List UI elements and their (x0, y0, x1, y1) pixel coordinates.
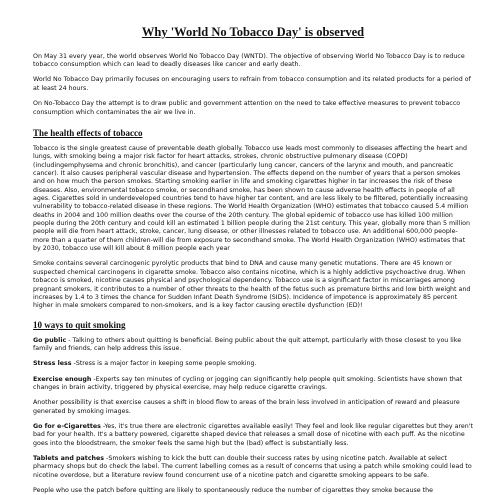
quit-item-text: -Experts say ten minutes of cycling or jogging can significantly help people quit smoking. Scientists have shown that changes in brain activity, triggered by physical exercise, may help reduce cigarette cravings. (33, 375, 463, 391)
quit-item-text: - Talking to others about quitting Is beneficial. Being public about the quit attempt, particularly with those closest to you like family and friends, can help address this issue. (33, 336, 462, 352)
section-heading-quit: 10 ways to quit smoking (33, 319, 126, 330)
health-paragraph: Smoke contains several carcinogenic pyrolytic products that bind to DNA and cause many genetic mutations. There are 45 known or suspected chemical carcinogens in cigarette smoke. Tobacco also contains nicotine, which is a highly addictive psychoactive drug. When tobacco is smoked, nicotine causes physical and psychological dependency. Tobacco use is a significant factor in miscarriages among pregnant smokers, it contributes to a number of other threats to the health of the fetus such as premature births and low birth weight and increases by 1.4 to 3 times the chance for Sudden Infant Death Syndrome (SIDS). Incidence of impotence is approximately 85 percent higher in male smokers compared to non-smokers, and is a key factor causing erectile dysfunction (ED)! (33, 260, 471, 310)
quit-item-term: Go for e-Cigarettes (33, 423, 101, 431)
quit-item-term: Stress less (33, 360, 72, 368)
quit-item (33, 376, 473, 393)
intro-paragraph: On May 31 every year, the world observes World No Tobacco Day (WNTD). The objective of observing World No Tobacco Day is to reduce tobacco consumption which can lead to deadly diseases like cancer and early death. (33, 52, 465, 69)
quit-item-text: -Smokers wishing to kick the butt can double their success rates by using nicotine patch. Available at select pharmacy shops but do check the label. The current labelling comes as a result of concerns that using a patch while smoking could lead to nicotine overdose, but a literature review found concurrent use of a nicotine patch and cigarette smoking appears to be safe. (33, 455, 472, 479)
quit-item (33, 423, 473, 448)
health-paragraph: Tobacco is the single greatest cause of preventable death globally. Tobacco use leads most commonly to diseases affecting the heart and lungs, with smoking being a major risk factor for heart attacks, strokes, chronic obstructive pulmonary disease (COPD) (includingemphysema and chronic bronchitis), and cancer (particularly lung cancer, cancers of the larynx and mouth, and pancreatic cancer). It also causes peripheral vascular disease and hypertension. The effects depend on the number of years that a person smokes and on how much the person smokes. Starting smoking earlier in life and smoking cigarettes higher in tar increases the risk of these diseases. Also, environmental tobacco smoke, or secondhand smoke, has been shown to cause adverse health effects in people of all ages. Cigarettes sold in underdeveloped countries tend to have higher tar content, and are less likely to be filtered, potentially increasing vulnerability to tobacco-related disease in these regions. The World Health Organization (WHO) estimates that tobacco caused 5.4 million deaths in 2004 and 100 million deaths over the course of the 20th century. The global epidemic of tobacco use has killed 100 million people during the 20th century and could kill an estimated 1 billion people during the 21st century. This year, globally more than 5 million people will die from heart attack, stroke, cancer, lung disease, or other illnesses related to tobacco use. An additional 600,000 people-more than a quarter of them children-will die from exposure to secondhand smoke. The World Health Organization (WHO) estimates that by 2030, tobacco use will kill about 8 million people each year (33, 144, 470, 253)
quit-item (33, 399, 473, 416)
quit-item-term: Go public (33, 336, 67, 344)
quit-item-text: -Stress is a major factor in keeping some people smoking. (71, 360, 257, 368)
quit-item-term: Tablets and patches (33, 455, 105, 463)
document-title: Why 'World No Tobacco Day' is observed (141, 25, 365, 39)
quit-item-text: -Yes, it's true there are electronic cigarettes available easily! They feel and look like regular cigarettes but they aren't bad for your health. It's a battery powered, cigarette shaped device that releases a small dose of nicotine with each puff. As the nicotine goes into the bloodstream, the smoker feels the same high but the (bad) effect is substantially less. (33, 423, 473, 447)
quit-item-term: Exercise enough (33, 375, 92, 383)
intro-paragraph: On No-Tobacco Day the attempt is to draw public and government attention on the need to take effective measures to prevent tobacco consumption which contaminates the air we live in. (33, 100, 461, 116)
quit-item-text: Another possibility is that exercise causes a shift in blood flow to areas of the brain less involved in anticipation of reward and pleasure generated by smoking images. (33, 399, 460, 415)
quit-item (33, 360, 473, 368)
quit-item-text: People who use the patch before quitting are likely to spontaneously reduce the number of cigarettes they smoke because the (33, 487, 433, 495)
section-heading-health: The health effects of tobacco (33, 127, 143, 138)
intro-paragraph: World No Tobacco Day primarily focuses on encouraging users to refrain from tobacco consumption and its related products for a period of at least 24 hours. (33, 76, 471, 92)
quit-item (33, 455, 473, 480)
quit-item (33, 487, 473, 495)
quit-item (33, 337, 473, 354)
